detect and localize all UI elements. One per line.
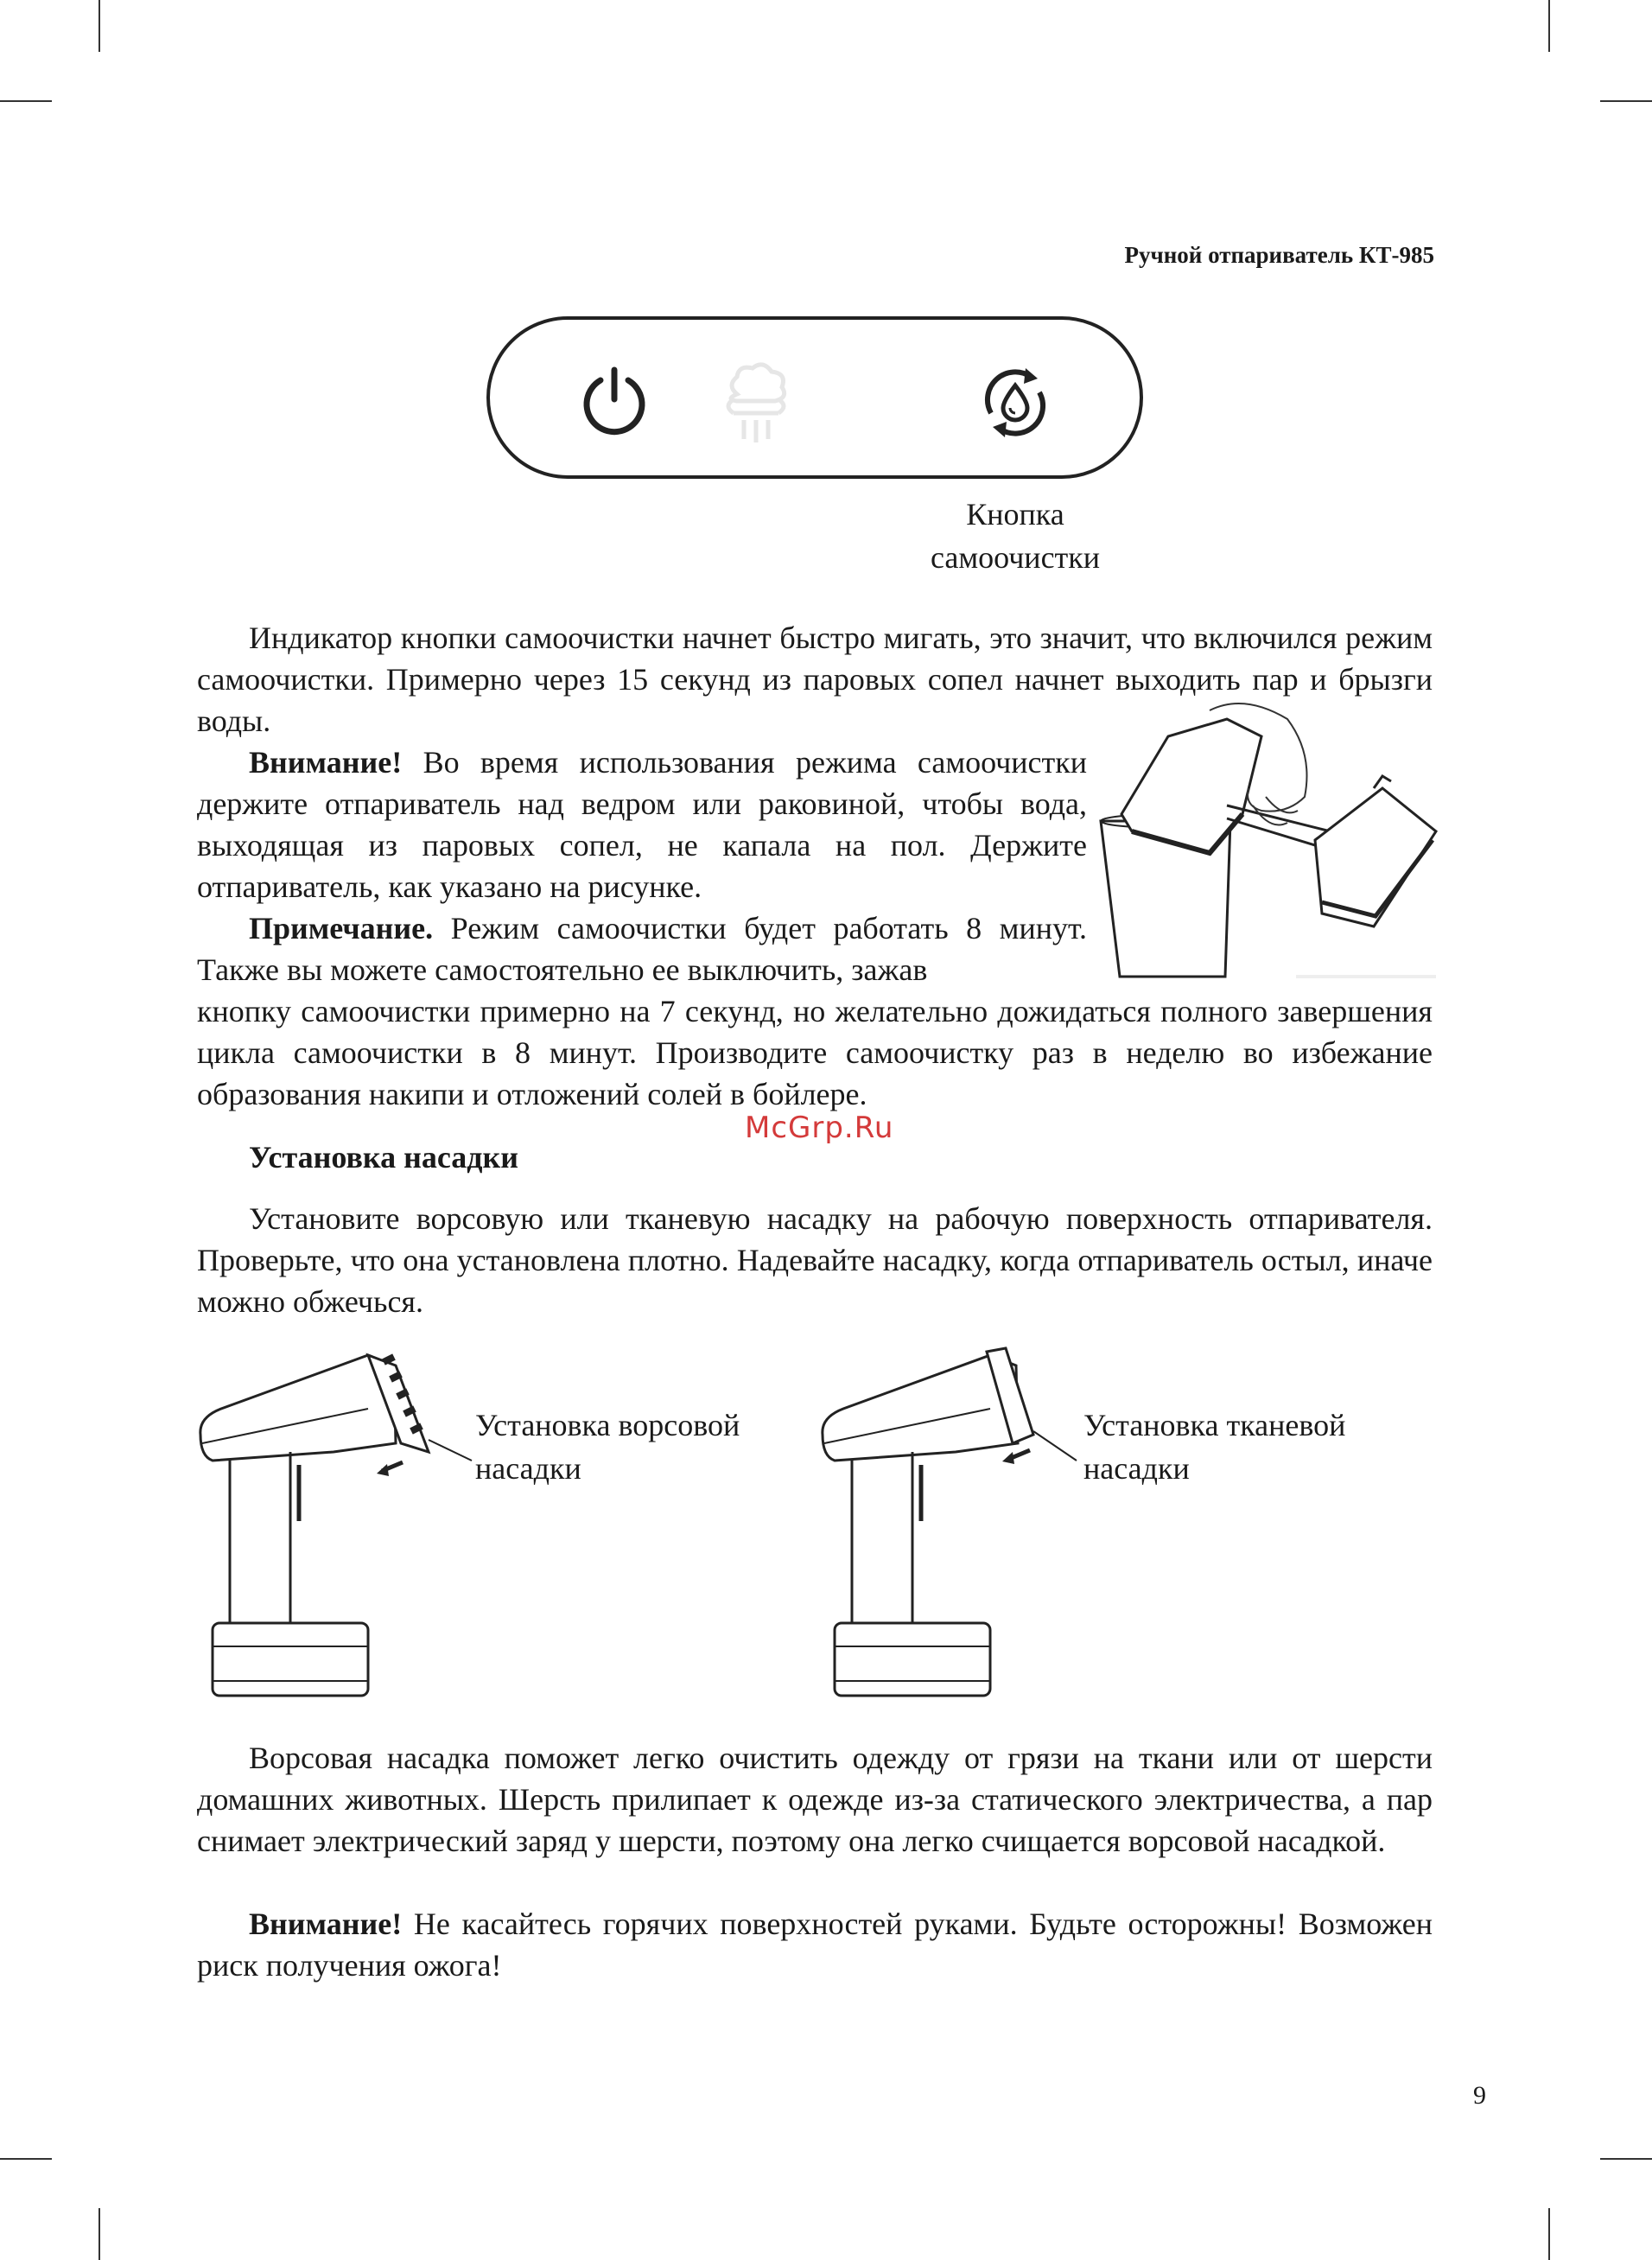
steam-icon [721,360,791,446]
steamer-fabric-attachment-illustration [817,1348,1068,1703]
self-clean-caption [899,493,1132,579]
paragraph-attachment-install: Установите ворсовую или тканевую насадку на рабочую поверхность отпаривателя. Проверьте, что она установлена плотно. Надевайте насадку, когда отпариватель остыл, иначе можно обжечься. [197,1201,1433,1319]
warning-text: Во время использования режима самоочистки держите отпариватель над ведром или раковиной, чтобы вода, выходящая из паровых сопел, не капала на пол. Держите отпариватель, как указано на рисунке. [197,745,1087,904]
label-line: насадки [475,1451,581,1486]
watermark: McGrp.Ru [745,1111,894,1145]
label-line: насадки [1083,1451,1190,1486]
paragraph-warning [197,742,1087,907]
power-icon [578,365,651,437]
paragraph-burn-warning [197,1903,1433,1986]
self-clean-icon [974,361,1057,444]
page-number: 9 [1473,2081,1486,2110]
note-text: Режим самоочистки будет работать 8 минут. Также вы можете самостоятельно ее выключить, зажав [197,911,1087,987]
running-header: Ручной отпариватель КТ-985 [1124,242,1434,268]
paragraph-brush-benefit: Ворсовая насадка поможет легко очистить одежду от грязи на ткани или от шерсти домашних животных. Шерсть прилипает к одежде из-за статического электричества, а пар снимает электрический заряд у шерсти, поэтому она легко счищается ворсовой насадкой. [197,1741,1433,1858]
crop-mark [0,2158,52,2160]
crop-mark [1600,2158,1652,2160]
caption-line: самоочистки [930,540,1101,575]
paragraph-note [197,907,1087,990]
burn-warning-text: Не касайтесь горячих поверхностей руками. Будьте осторожны! Возможен риск получения ожога! [197,1907,1433,1983]
crop-mark [1548,0,1550,52]
burn-warning-label: Внимание! [249,1907,403,1941]
control-panel [486,316,1143,479]
fabric-attachment-label [1083,1404,1345,1490]
caption-line: Кнопка [966,497,1064,532]
paragraph-note-continued: кнопку самоочистки примерно на 7 секунд, но желательно дожидаться полного завершения цикла самоочистки в 8 минут. Производите самоочистку раз в неделю во избежание образования накипи и отложений солей в бойлере. [197,994,1433,1111]
brush-attachment-label [475,1404,740,1490]
section-heading: Установка насадки [249,1140,518,1175]
warning-label: Внимание! [249,745,403,780]
crop-mark [1548,2208,1550,2260]
crop-mark [1600,100,1652,102]
steamer-over-bucket-illustration [1097,702,1436,987]
note-label: Примечание. [249,911,434,945]
paragraph-self-clean-indicator: Индикатор кнопки самоочистки начнет быстро мигать, это значит, что включился режим самоочистки. Примерно через 15 секунд из паровых сопел начнет выходить пар и брызги воды. [197,621,1433,738]
crop-mark [98,0,100,52]
crop-mark [98,2208,100,2260]
crop-mark [0,100,52,102]
steamer-brush-attachment-illustration [195,1348,446,1703]
label-line: Установка тканевой [1083,1408,1346,1442]
label-line: Установка ворсовой [475,1408,740,1442]
